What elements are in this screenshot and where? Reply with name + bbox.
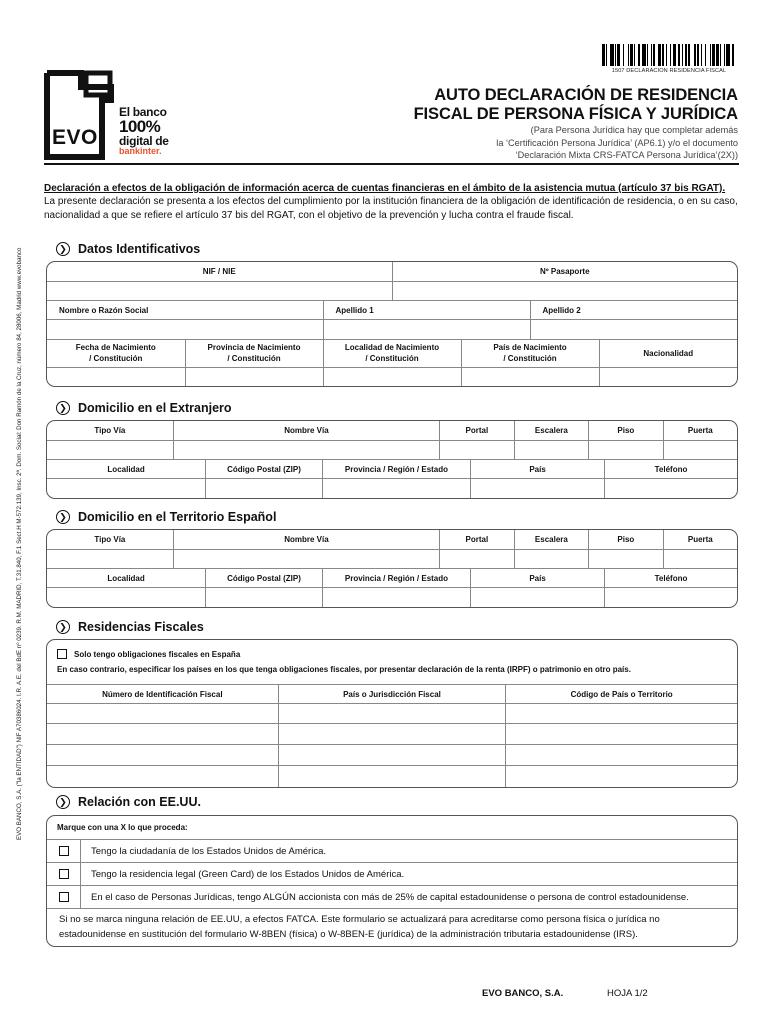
accionista-label: En el caso de Personas Jurídicas, tengo ALGÚN accionista con más de 25% de capital estadounidense o persona de control estadounidense. <box>91 891 689 903</box>
domicilio-extranjero-table <box>46 420 738 499</box>
side-legal-text: EVO BANCO, S.A. ("la ENTIDAD") NIF A70386024. I.R. A.E. del BdE nº 0239. R.M. MADRID, T.31.840, F.1 Sect.H M-572.139, Insc. 2ª. Dom. Social: Don Ramón de la Cruz, número 84, 28006, Madrid www.evobanco <box>16 247 23 840</box>
pais-field[interactable] <box>471 479 605 498</box>
telefono-field[interactable] <box>605 588 738 607</box>
marque-row <box>47 816 737 840</box>
pasaporte-label: Nº Pasaporte <box>392 262 737 281</box>
residencias-table <box>46 639 738 788</box>
codigo-postal-field[interactable] <box>206 479 323 498</box>
portal-label: Portal <box>440 530 515 549</box>
localidad-label: Localidad <box>47 460 206 479</box>
nif-label: NIF / NIE <box>47 262 392 281</box>
telefono-label: Teléfono <box>605 460 738 479</box>
nacionalidad-field[interactable] <box>599 367 737 386</box>
table-row[interactable] <box>278 724 506 745</box>
page-title-line-2: FISCAL DE PERSONA FÍSICA Y JURÍDICA <box>413 105 738 123</box>
table-row[interactable] <box>47 745 278 766</box>
localidad-label: Localidad <box>47 569 206 588</box>
nombre-field[interactable] <box>47 320 323 339</box>
pais-label: País <box>471 569 605 588</box>
section-title: Domicilio en el Extranjero <box>78 401 232 415</box>
chevron-right-icon: ❯ <box>56 795 70 809</box>
piso-field[interactable] <box>589 440 664 459</box>
section-title: Datos Identificativos <box>78 242 201 256</box>
nombre-via-label: Nombre Vía <box>173 530 439 549</box>
domicilio-espanol-table <box>46 529 738 608</box>
section-relacion-eeuu <box>56 795 201 809</box>
col-codigo-header: Código de País o Territorio <box>506 685 737 704</box>
localidad-nacimiento-label: Localidad de Nacimiento / Constitución <box>323 339 461 367</box>
codigo-postal-label: Código Postal (ZIP) <box>206 569 323 588</box>
subtitle-line-1: (Para Persona Jurídica hay que completar además <box>530 125 738 135</box>
subtitle-line-2: la ‘Certificación Persona Jurídica’ (AP6.1) y/o el documento <box>496 137 738 148</box>
provincia-field[interactable] <box>322 588 470 607</box>
provincia-nacimiento-label: Provincia de Nacimiento / Constitución <box>185 339 323 367</box>
provincia-label: Provincia / Región / Estado <box>322 569 470 588</box>
solo-espana-row <box>47 649 737 659</box>
table-row[interactable] <box>506 704 737 724</box>
piso-label: Piso <box>589 530 664 549</box>
ciudadania-label: Tengo la ciudadanía de los Estados Unidos de América. <box>91 845 327 857</box>
nacionalidad-label: Nacionalidad <box>599 339 737 367</box>
pais-field[interactable] <box>471 588 605 607</box>
solo-espana-label: Solo tengo obligaciones fiscales en España <box>74 649 241 659</box>
section-title: Relación con EE.UU. <box>78 795 201 809</box>
section-domicilio-extranjero <box>56 401 232 415</box>
table-row[interactable] <box>278 704 506 724</box>
escalera-label: Escalera <box>514 421 589 440</box>
nombre-via-field[interactable] <box>173 440 439 459</box>
localidad-nacimiento-field[interactable] <box>323 367 461 386</box>
logo-tagline-3: digital de <box>119 134 169 148</box>
green-card-checkbox[interactable] <box>59 869 69 879</box>
telefono-field[interactable] <box>605 479 738 498</box>
portal-field[interactable] <box>440 440 515 459</box>
intro-section <box>44 182 744 222</box>
accionista-checkbox[interactable] <box>59 892 69 902</box>
apellido2-label: Apellido 2 <box>530 301 737 320</box>
localidad-field[interactable] <box>47 479 206 498</box>
page-title-line-1: AUTO DECLARACIÓN DE RESIDENCIA <box>434 86 738 104</box>
subtitle-line-3: ‘Declaración Mixta CRS-FATCA Persona Jurídica’(2X)) <box>515 150 738 160</box>
logo-evo-text: EVO <box>52 126 98 149</box>
provincia-label: Provincia / Región / Estado <box>322 460 470 479</box>
tipo-via-field[interactable] <box>47 440 173 459</box>
eeuu-option-ciudadania[interactable] <box>47 840 737 863</box>
eeuu-option-accionista[interactable] <box>47 886 737 909</box>
chevron-right-icon: ❯ <box>56 242 70 256</box>
provincia-field[interactable] <box>322 479 470 498</box>
intro-body: La presente declaración se presenta a los efectos del cumplimiento por la institución financiera de la obligación de identificación de residencia, o en su caso, nacionalidad a que se refiere el artículo 37 bis del RGAT, con el objetivo de la prevención y lucha contra el fraude fiscal. <box>44 196 738 221</box>
col-pais-header: País o Jurisdicción Fiscal <box>278 685 506 704</box>
portal-label: Portal <box>440 421 515 440</box>
escalera-label: Escalera <box>514 530 589 549</box>
tipo-via-label: Tipo Vía <box>47 530 173 549</box>
localidad-field[interactable] <box>47 588 206 607</box>
portal-field[interactable] <box>440 549 515 568</box>
nombre-via-label: Nombre Vía <box>173 421 439 440</box>
table-row[interactable] <box>278 766 506 787</box>
chevron-right-icon: ❯ <box>56 620 70 634</box>
evo-logo <box>44 70 176 160</box>
puerta-label: Puerta <box>663 530 737 549</box>
eeuu-option-green-card[interactable] <box>47 863 737 886</box>
piso-label: Piso <box>589 421 664 440</box>
logo-bankinter: bankinter. <box>119 146 162 156</box>
codigo-postal-field[interactable] <box>206 588 323 607</box>
fatca-note: Si no se marca ninguna relación de EE.UU, a efectos FATCA. Este formulario se actualizará para acreditarse como persona física o jurídica no estadounidense en sustitución del formulario W-8BEN (física) o W-8BEN-E (jurídica) de la administración tributaria estadounidense (IRS). <box>59 914 660 940</box>
logo-tagline-1: El banco <box>119 105 167 119</box>
puerta-field[interactable] <box>663 440 737 459</box>
table-row[interactable] <box>278 745 506 766</box>
fecha-nacimiento-field[interactable] <box>47 367 185 386</box>
pais-nacimiento-label: País de Nacimiento / Constitución <box>461 339 599 367</box>
marque-label: Marque con una X lo que proceda: <box>57 823 188 832</box>
section-title: Domicilio en el Territorio Español <box>78 510 277 524</box>
puerta-label: Puerta <box>663 421 737 440</box>
chevron-right-icon: ❯ <box>56 401 70 415</box>
tipo-via-label: Tipo Vía <box>47 421 173 440</box>
section-title: Residencias Fiscales <box>78 620 204 634</box>
header-divider <box>44 163 739 165</box>
section-residencias-fiscales <box>56 620 204 634</box>
table-row[interactable] <box>506 745 737 766</box>
caso-contrario-text: En caso contrario, especificar los países en los que tenga obligaciones fiscales, por presentar declaración de la renta (IRPF) o patrimonio en otro país. <box>57 665 631 674</box>
telefono-label: Teléfono <box>605 569 738 588</box>
table-row[interactable] <box>506 724 737 745</box>
codigo-postal-label: Código Postal (ZIP) <box>206 460 323 479</box>
fecha-nacimiento-label: Fecha de Nacimiento / Constitución <box>47 339 185 367</box>
apellido1-field[interactable] <box>323 320 530 339</box>
col-nif-header: Número de Identificación Fiscal <box>47 685 278 704</box>
table-row[interactable] <box>47 766 278 787</box>
nombre-via-field[interactable] <box>173 549 439 568</box>
logo-tagline-2: 100% <box>119 117 161 136</box>
pasaporte-field[interactable] <box>392 281 737 300</box>
pais-nacimiento-field[interactable] <box>461 367 599 386</box>
intro-heading: Declaración a efectos de la obligación de información acerca de cuentas financieras en el ámbito de la asistencia mutua (artículo 37 bis RGAT). <box>44 183 726 194</box>
apellido2-field[interactable] <box>530 320 737 339</box>
table-row[interactable] <box>506 766 737 787</box>
ciudadania-checkbox[interactable] <box>59 846 69 856</box>
nombre-label: Nombre o Razón Social <box>47 301 323 320</box>
table-row[interactable] <box>47 704 278 724</box>
escalera-field[interactable] <box>514 549 589 568</box>
footer-page-number: HOJA 1/2 <box>607 988 648 999</box>
pais-label: País <box>471 460 605 479</box>
escalera-field[interactable] <box>514 440 589 459</box>
tipo-via-field[interactable] <box>47 549 173 568</box>
header-title-block <box>414 86 738 162</box>
barcode-label: 1507 DECLARACION RESIDENCIA FISCAL <box>611 68 727 74</box>
provincia-nacimiento-field[interactable] <box>185 367 323 386</box>
apellido1-label: Apellido 1 <box>323 301 530 320</box>
puerta-field[interactable] <box>663 549 737 568</box>
section-datos-identificativos <box>56 242 200 256</box>
chevron-right-icon: ❯ <box>56 510 70 524</box>
nif-field[interactable] <box>47 281 392 300</box>
barcode-bar <box>734 44 735 66</box>
solo-espana-checkbox[interactable] <box>57 649 67 659</box>
section-domicilio-espanol <box>56 510 276 524</box>
datos-table <box>46 261 738 387</box>
footer-bank-name: EVO BANCO, S.A. <box>482 988 564 999</box>
barcode <box>602 44 736 66</box>
table-row[interactable] <box>47 724 278 745</box>
eeuu-table <box>46 815 738 947</box>
green-card-label: Tengo la residencia legal (Green Card) de los Estados Unidos de América. <box>91 868 405 880</box>
piso-field[interactable] <box>589 549 664 568</box>
